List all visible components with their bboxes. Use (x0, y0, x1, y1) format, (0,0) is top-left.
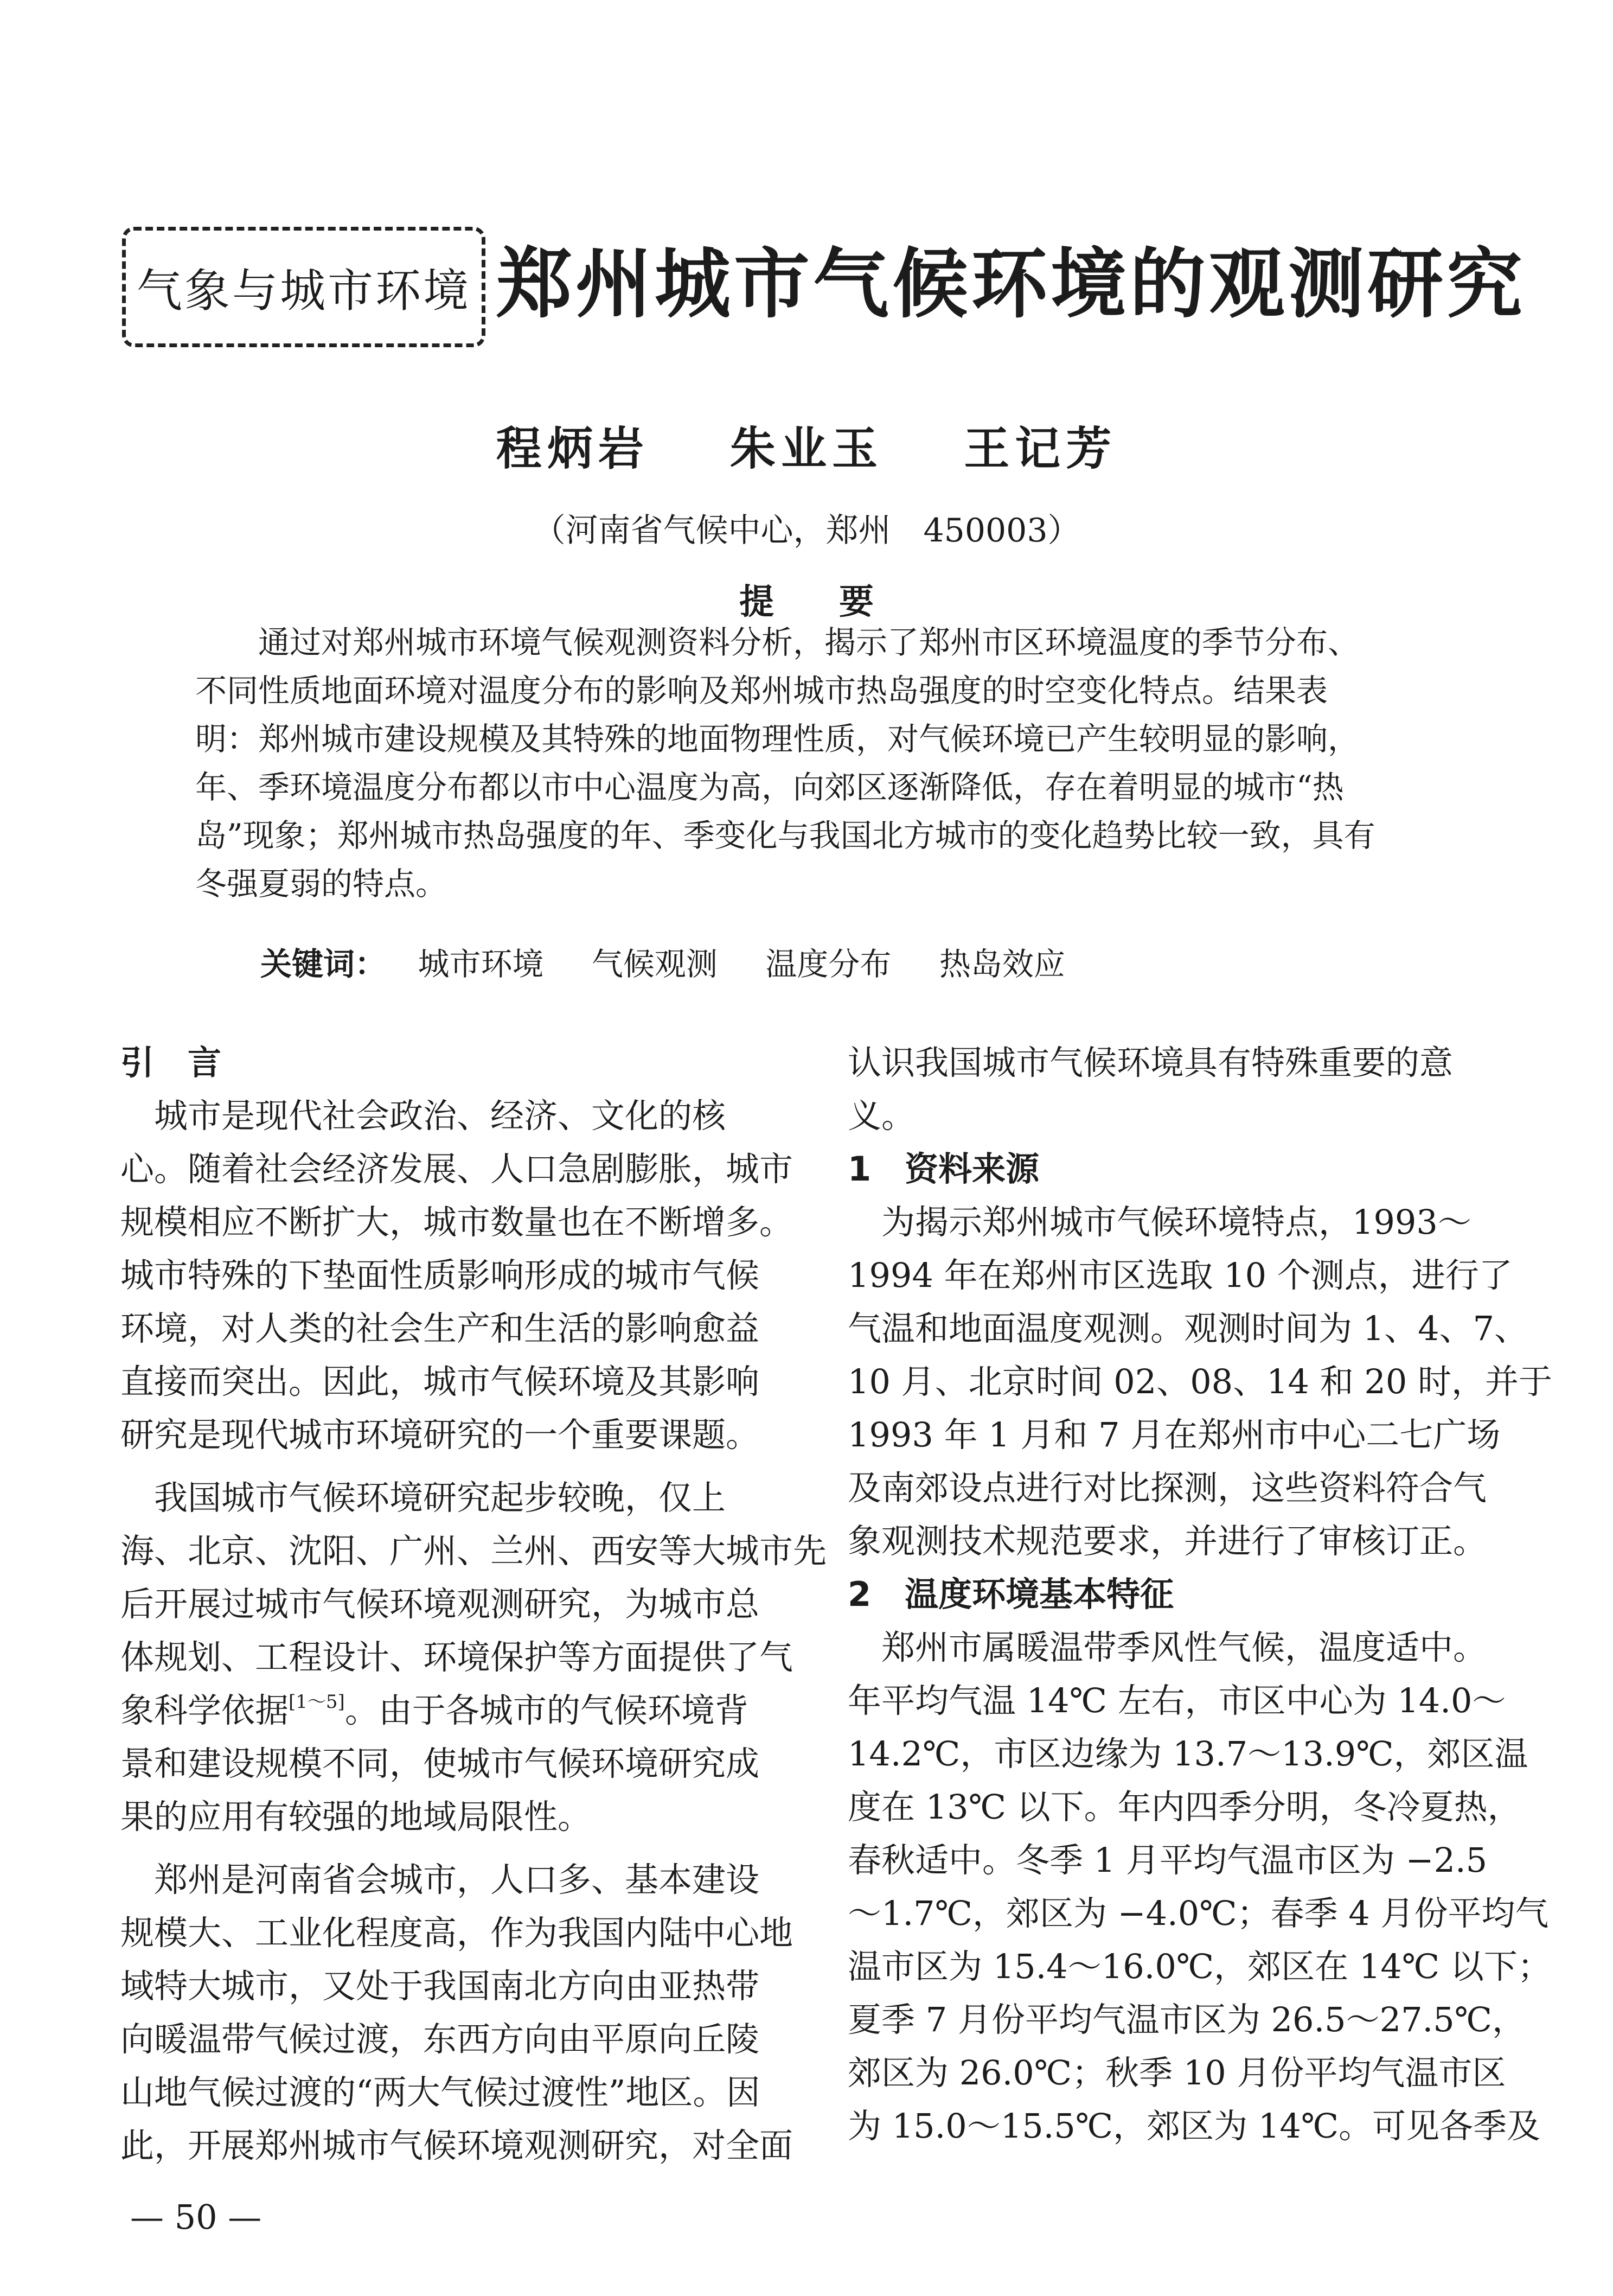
right-column (848, 1036, 1553, 2153)
body-line: 海、北京、沈阳、广州、兰州、西安等大城市先 (120, 1531, 827, 1571)
body-line: 此，开展郑州城市气候环境观测研究，对全面 (120, 2126, 793, 2165)
article-title: 郑州城市气候环境的观测研究 (496, 240, 1526, 329)
author-name: 王记芳 (964, 422, 1117, 475)
body-line: 象观测技术规范要求，并进行了审核订正。 (848, 1521, 1487, 1561)
body-line: 规模相应不断扩大，城市数量也在不断增多。 (120, 1202, 793, 1242)
body-line: 认识我国城市气候环境具有特殊重要的意 (848, 1043, 1454, 1082)
body-line: 郑州是河南省会城市，人口多、基本建设 (120, 1860, 760, 1899)
body-line: 年平均气温 14℃ 左右，市区中心为 14.0～ (848, 1681, 1506, 1720)
body-line: 果的应用有较强的地域局限性。 (120, 1797, 592, 1836)
body-line: 为 15.0～15.5℃，郊区为 14℃。可见各季及 (848, 2106, 1541, 2146)
body-line: 义。 (848, 1096, 916, 1136)
author-list (0, 412, 1613, 478)
body-line: 郊区为 26.0℃；秋季 10 月份平均气温市区 (848, 2053, 1506, 2093)
abstract-text (195, 618, 1432, 908)
citation-ref: [1～5] (289, 1691, 345, 1713)
body-line: 14.2℃，市区边缘为 13.7～13.9℃，郊区温 (848, 1734, 1528, 1774)
body-line: 城市是现代社会政治、经济、文化的核 (120, 1096, 726, 1136)
body-line: 1993 年 1 月和 7 月在郑州市中心二七广场 (848, 1415, 1501, 1455)
body-line: 春秋适中。冬季 1 月平均气温市区为 −2.5 (848, 1840, 1488, 1880)
body-line: 城市特殊的下垫面性质影响形成的城市气候 (120, 1255, 760, 1295)
body-line-with-citation (120, 1684, 779, 1737)
body-line: 我国城市气候环境研究起步较晚，仅上 (120, 1478, 726, 1517)
left-column (120, 1036, 827, 2172)
section-title-data-source: 1 资料来源 (848, 1149, 1040, 1189)
section-title-introduction: 引 言 (120, 1043, 222, 1082)
body-line: 山地气候过渡的“两大气候过渡性”地区。因 (120, 2072, 760, 2112)
abstract-line: 通过对郑州城市环境气候观测资料分析，揭示了郑州市区环境温度的季节分布、 (258, 624, 1360, 661)
keyword: 城市环境 (418, 946, 544, 983)
body-line: 温市区为 15.4～16.0℃，郊区在 14℃ 以下； (848, 1947, 1551, 1986)
abstract-line: 不同性质地面环境对温度分布的影响及郑州城市热岛强度的时空变化特点。结果表 (195, 672, 1328, 709)
body-line: 后开展过城市气候环境观测研究，为城市总 (120, 1584, 760, 1624)
body-line: 1994 年在郑州市区选取 10 个测点，进行了 (848, 1255, 1513, 1295)
body-line: 郑州市属暖温带季风性气候，温度适中。 (848, 1628, 1487, 1667)
column-tag-label: 气象与城市环境 (136, 264, 471, 317)
author-name: 朱业玉 (729, 422, 883, 475)
body-line: 研究是现代城市环境研究的一个重要课题。 (120, 1415, 760, 1455)
body-line: 为揭示郑州城市气候环境特点，1993～ (848, 1202, 1471, 1242)
abstract-line: 年、季环境温度分布都以市中心温度为高，向郊区逐渐降低，存在着明显的城市“热 (195, 769, 1344, 806)
body-line: 及南郊设点进行对比探测，这些资料符合气 (848, 1468, 1487, 1508)
paragraph-gap (120, 1844, 779, 1853)
abstract-line: 冬强夏弱的特点。 (195, 865, 447, 902)
body-line: 环境，对人类的社会生产和生活的影响愈益 (120, 1309, 760, 1348)
section-title-temperature: 2 温度环境基本特征 (848, 1574, 1174, 1614)
body-line: 体规划、工程设计、环境保护等方面提供了气 (120, 1637, 793, 1677)
paragraph-gap (120, 1462, 779, 1471)
body-line: 规模大、工业化程度高，作为我国内陆中心地 (120, 1913, 793, 1953)
keyword: 温度分布 (765, 946, 892, 983)
body-line: 直接而突出。因此，城市气候环境及其影响 (120, 1362, 760, 1401)
abstract-line: 明：郑州城市建设规模及其特殊的地面物理性质，对气候环境已产生较明显的影响， (195, 720, 1360, 757)
author-name: 程炳岩 (496, 422, 649, 475)
body-line: 10 月、北京时间 02、08、14 和 20 时，并于 (848, 1362, 1553, 1401)
body-line: 景和建设规模不同，使城市气候环境研究成 (120, 1744, 760, 1783)
citation-pre: 象科学依据 (120, 1691, 289, 1730)
abstract-line: 岛”现象；郑州城市热岛强度的年、季变化与我国北方城市的变化趋势比较一致，具有 (195, 817, 1375, 854)
keyword: 热岛效应 (939, 946, 1065, 983)
keyword: 气候观测 (591, 946, 718, 983)
citation-post: 。由于各城市的气候环境背 (344, 1691, 748, 1730)
keywords-label: 关键词： (260, 946, 387, 983)
body-line: 气温和地面温度观测。观测时间为 1、4、7、 (848, 1309, 1528, 1348)
column-tag (122, 227, 485, 347)
body-line: 向暖温带气候过渡，东西方向由平原向丘陵 (120, 2019, 760, 2059)
body-line: 心。随着社会经济发展、人口急剧膨胀，城市 (120, 1149, 793, 1189)
body-line: ～1.7℃，郊区为 −4.0℃；春季 4 月份平均气 (848, 1893, 1549, 1933)
abstract-heading: 提要 (739, 582, 939, 622)
affiliation: （河南省气候中心，郑州 450003） (533, 512, 1080, 550)
keywords (260, 939, 1454, 984)
body-line: 域特大城市，又处于我国南北方向由亚热带 (120, 1966, 760, 2006)
body-line: 度在 13℃ 以下。年内四季分明，冬冷夏热， (848, 1787, 1521, 1827)
body-line: 夏季 7 月份平均气温市区为 26.5～27.5℃， (848, 2000, 1526, 2039)
page-number: — 50 — (130, 2197, 262, 2237)
